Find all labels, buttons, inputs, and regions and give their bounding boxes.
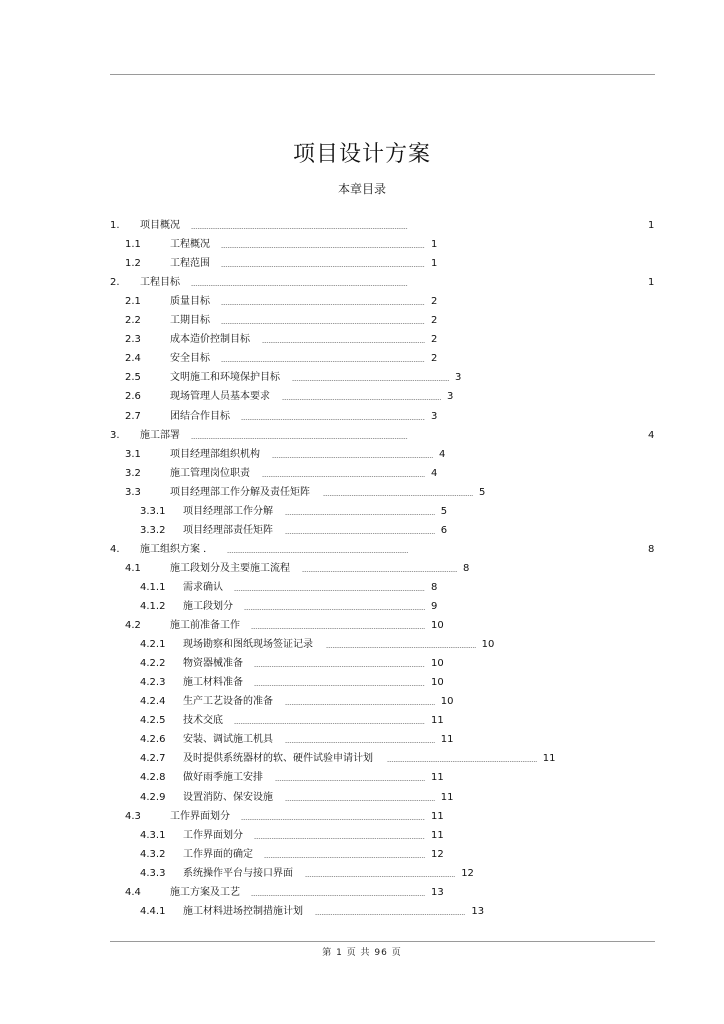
toc-entry-title: 需求确认 [183, 582, 223, 593]
toc-entry-number: 2.7 [125, 411, 141, 422]
dot-leader [285, 704, 435, 705]
toc-entry-page: 10 [481, 639, 495, 650]
dot-leader [282, 399, 441, 400]
dot-leader [241, 819, 425, 820]
toc-entry-title: 项目经理部工作分解及责任矩阵 [170, 487, 310, 498]
toc-entry[interactable] [0, 295, 724, 309]
toc-entry-number: 3.3.1 [140, 506, 166, 517]
toc-entry[interactable] [0, 390, 724, 404]
dot-leader [244, 609, 425, 610]
dot-leader [227, 552, 408, 553]
toc-entry-number: 1.1 [125, 239, 141, 250]
dot-leader [254, 685, 425, 686]
dot-leader [191, 438, 408, 439]
toc-entry-title: 技术交底 [183, 715, 223, 726]
toc-entry[interactable] [0, 524, 724, 538]
toc-entry-page: 10 [440, 696, 454, 707]
toc-entry[interactable] [0, 486, 724, 500]
toc-entry-title: 现场勘察和图纸现场签证记录 [183, 639, 313, 650]
toc-entry-page: 2 [431, 353, 438, 364]
dot-leader [191, 228, 408, 229]
toc-entry-number: 1.2 [125, 258, 141, 269]
toc-entry-number: 4.2.8 [140, 772, 166, 783]
toc-entry-title: 施工方案及工艺 [170, 887, 240, 898]
toc-entry-title: 施工材料准备 [183, 677, 243, 688]
dot-leader [262, 476, 425, 477]
toc-entry[interactable] [0, 676, 724, 690]
toc-entry[interactable] [0, 771, 724, 785]
toc-entry-number: 2.4 [125, 353, 141, 364]
toc-entry-number: 4.1.1 [140, 582, 166, 593]
toc-entry-title: 安全目标 [170, 353, 210, 364]
toc-entry-number: 2.5 [125, 372, 141, 383]
toc-entry-page: 3 [455, 372, 462, 383]
dot-leader [285, 514, 435, 515]
dot-leader [251, 895, 425, 896]
dot-leader [241, 419, 425, 420]
toc-entry-page: 11 [431, 715, 444, 726]
toc-entry-title: 设置消防、保安设施 [183, 792, 273, 803]
toc-entry[interactable] [0, 448, 724, 462]
toc-entry-page: 10 [431, 677, 444, 688]
toc-entry[interactable] [0, 314, 724, 328]
toc-entry-number: 2.6 [125, 391, 141, 402]
page-footer: 第 1 页 共 96 页 [322, 948, 402, 958]
dot-leader [387, 761, 537, 762]
toc-entry[interactable] [0, 543, 724, 557]
toc-entry-page: 4 [648, 430, 655, 441]
toc-entry[interactable] [0, 638, 724, 652]
dot-leader [323, 495, 473, 496]
toc-entry-title: 团结合作目标 [170, 411, 230, 422]
toc-entry-page: 4 [439, 449, 446, 460]
toc-entry-title: 施工材料进场控制措施计划 [183, 906, 303, 917]
toc-entry-page: 11 [440, 792, 454, 803]
toc-entry-title: 项目经理部组织机构 [170, 449, 260, 460]
toc-entry-page: 5 [479, 487, 486, 498]
toc-entry-title: 系统操作平台与接口界面 [183, 868, 293, 879]
toc-entry-number: 2. [110, 277, 120, 288]
toc-entry-number: 3.3.2 [140, 525, 166, 536]
toc-entry-number: 4.4 [125, 887, 141, 898]
toc-entry-number: 3. [110, 430, 120, 441]
toc-entry-title: 工作界面划分 [170, 811, 230, 822]
dot-leader [221, 304, 425, 305]
toc-entry-page: 12 [431, 849, 444, 860]
toc-entry-page: 11 [542, 753, 556, 764]
toc-entry-title: 现场管理人员基本要求 [170, 391, 270, 402]
dot-leader [234, 590, 425, 591]
dot-leader [315, 914, 465, 915]
dot-leader [262, 342, 425, 343]
toc-entry-page: 1 [648, 277, 655, 288]
toc-entry-number: 4.3.3 [140, 868, 166, 879]
toc-entry[interactable] [0, 238, 724, 252]
footer-rule [110, 941, 655, 942]
dot-leader [254, 666, 425, 667]
toc-entry-title: 项目经理部责任矩阵 [183, 525, 273, 536]
toc-entry-number: 4.2.6 [140, 734, 166, 745]
toc-entry-number: 4.2.1 [140, 639, 166, 650]
toc-entry-page: 8 [463, 563, 470, 574]
toc-heading: 本章目录 [337, 182, 386, 196]
toc-entry-page: 10 [431, 620, 444, 631]
toc-entry-number: 4.2.9 [140, 792, 166, 803]
toc-entry-number: 1. [110, 220, 120, 231]
toc-entry-number: 4.2.5 [140, 715, 166, 726]
toc-entry[interactable] [0, 752, 724, 766]
toc-entry-number: 4.3.2 [140, 849, 166, 860]
toc-entry-number: 4.4.1 [140, 906, 166, 917]
toc-entry-number: 2.2 [125, 315, 141, 326]
toc-entry-title: 工程目标 [140, 277, 180, 288]
toc-entry-page: 13 [471, 906, 485, 917]
toc-entry[interactable] [0, 219, 724, 233]
toc-entry[interactable] [0, 505, 724, 519]
toc-entry-title: 文明施工和环境保护目标 [170, 372, 280, 383]
toc-entry[interactable] [0, 848, 724, 862]
toc-entry-number: 4.1 [125, 563, 141, 574]
toc-entry-number: 2.3 [125, 334, 141, 345]
toc-entry[interactable] [0, 829, 724, 843]
toc-entry-page: 2 [431, 315, 438, 326]
dot-leader [326, 647, 476, 648]
toc-entry[interactable] [0, 810, 724, 824]
toc-entry[interactable] [0, 657, 724, 671]
toc-entry-page: 11 [431, 772, 444, 783]
toc-entry-number: 4.2.4 [140, 696, 166, 707]
toc-entry-number: 3.2 [125, 468, 141, 479]
toc-entry[interactable] [0, 429, 724, 443]
dot-leader [254, 838, 425, 839]
toc-entry-page: 11 [431, 830, 444, 841]
toc-entry[interactable] [0, 791, 724, 805]
toc-entry[interactable] [0, 867, 724, 881]
toc-entry-title: 工程概况 [170, 239, 210, 250]
toc-entry-title: 施工部署 [140, 430, 180, 441]
toc-entry-page: 1 [648, 220, 655, 231]
toc-entry-page: 11 [431, 811, 444, 822]
dot-leader [221, 247, 425, 248]
toc-entry-page: 13 [431, 887, 444, 898]
dot-leader [285, 800, 435, 801]
toc-entry-title: 施工段划分 [183, 601, 233, 612]
dot-leader [191, 285, 408, 286]
dot-leader [272, 457, 433, 458]
toc-entry[interactable] [0, 905, 724, 919]
toc-entry[interactable] [0, 257, 724, 271]
toc-entry-number: 4.3.1 [140, 830, 166, 841]
toc-entry-page: 8 [431, 582, 438, 593]
toc-entry-number: 3.1 [125, 449, 141, 460]
toc-entry[interactable] [0, 562, 724, 576]
dot-leader [264, 857, 425, 858]
toc-entry-number: 2.1 [125, 296, 141, 307]
dot-leader [221, 323, 425, 324]
toc-entry[interactable] [0, 333, 724, 347]
toc-entry[interactable] [0, 733, 724, 747]
toc-entry-page: 3 [447, 391, 454, 402]
toc-entry-title: 项目概况 [140, 220, 180, 231]
toc-entry-page: 4 [431, 468, 438, 479]
dot-leader [275, 780, 425, 781]
dot-leader [285, 533, 435, 534]
toc-entry-number: 4.2.7 [140, 753, 166, 764]
toc-entry-page: 11 [440, 734, 454, 745]
toc-entry[interactable] [0, 352, 724, 366]
toc-entry[interactable] [0, 371, 724, 385]
toc-entry[interactable] [0, 886, 724, 900]
dot-leader [285, 742, 435, 743]
toc-entry-page: 1 [431, 239, 438, 250]
toc-entry-title: 安装、调试施工机具 [183, 734, 273, 745]
dot-leader [251, 628, 425, 629]
toc-entry-title: 施工组织方案 ． [140, 544, 214, 555]
toc-entry-page: 1 [431, 258, 438, 269]
dot-leader [305, 876, 455, 877]
dot-leader [234, 723, 425, 724]
toc-entry-page: 3 [431, 411, 438, 422]
dot-leader [221, 266, 425, 267]
toc-entry-title: 做好雨季施工安排 [183, 772, 263, 783]
toc-entry-page: 5 [440, 506, 448, 517]
toc-entry[interactable] [0, 714, 724, 728]
toc-entry[interactable] [0, 410, 724, 424]
toc-entry[interactable] [0, 581, 724, 595]
toc-entry-number: 4.1.2 [140, 601, 166, 612]
toc-entry-number: 4.3 [125, 811, 141, 822]
toc-entry[interactable] [0, 276, 724, 290]
toc-entry-title: 施工前准备工作 [170, 620, 240, 631]
dot-leader [221, 361, 425, 362]
toc-entry-title: 施工管理岗位职责 [170, 468, 250, 479]
toc-entry-title: 工作界面划分 [183, 830, 243, 841]
toc-entry[interactable] [0, 600, 724, 614]
toc-entry-number: 4.2.2 [140, 658, 166, 669]
toc-entry-title: 工期目标 [170, 315, 210, 326]
toc-entry[interactable] [0, 695, 724, 709]
document-title: 项目设计方案 [292, 142, 431, 167]
toc-entry-title: 工程范围 [170, 258, 210, 269]
toc-entry-title: 成本造价控制目标 [170, 334, 250, 345]
toc-entry-page: 12 [461, 868, 474, 879]
dot-leader [302, 571, 457, 572]
toc-entry-number: 3.3 [125, 487, 141, 498]
toc-entry-number: 4.2.3 [140, 677, 166, 688]
toc-entry-page: 6 [440, 525, 448, 536]
toc-entry-title: 工作界面的确定 [183, 849, 253, 860]
toc-entry-title: 物资器械准备 [183, 658, 243, 669]
toc-entry-number: 4. [110, 544, 120, 555]
toc-entry-title: 施工段划分及主要施工流程 [170, 563, 290, 574]
toc-entry-title: 质量目标 [170, 296, 210, 307]
toc-entry-page: 10 [431, 658, 444, 669]
toc-entry-page: 9 [431, 601, 438, 612]
toc-entry-title: 及时提供系统器材的软、硬件试验申请计划 [183, 753, 373, 764]
toc-entry-number: 4.2 [125, 620, 141, 631]
toc-entry-page: 2 [431, 334, 438, 345]
toc-entry[interactable] [0, 619, 724, 633]
toc-entry-page: 8 [648, 544, 655, 555]
toc-entry-title: 项目经理部工作分解 [183, 506, 273, 517]
dot-leader [292, 380, 449, 381]
toc-entry-page: 2 [431, 296, 438, 307]
toc-entry-title: 生产工艺设备的准备 [183, 696, 273, 707]
toc-entry[interactable] [0, 467, 724, 481]
